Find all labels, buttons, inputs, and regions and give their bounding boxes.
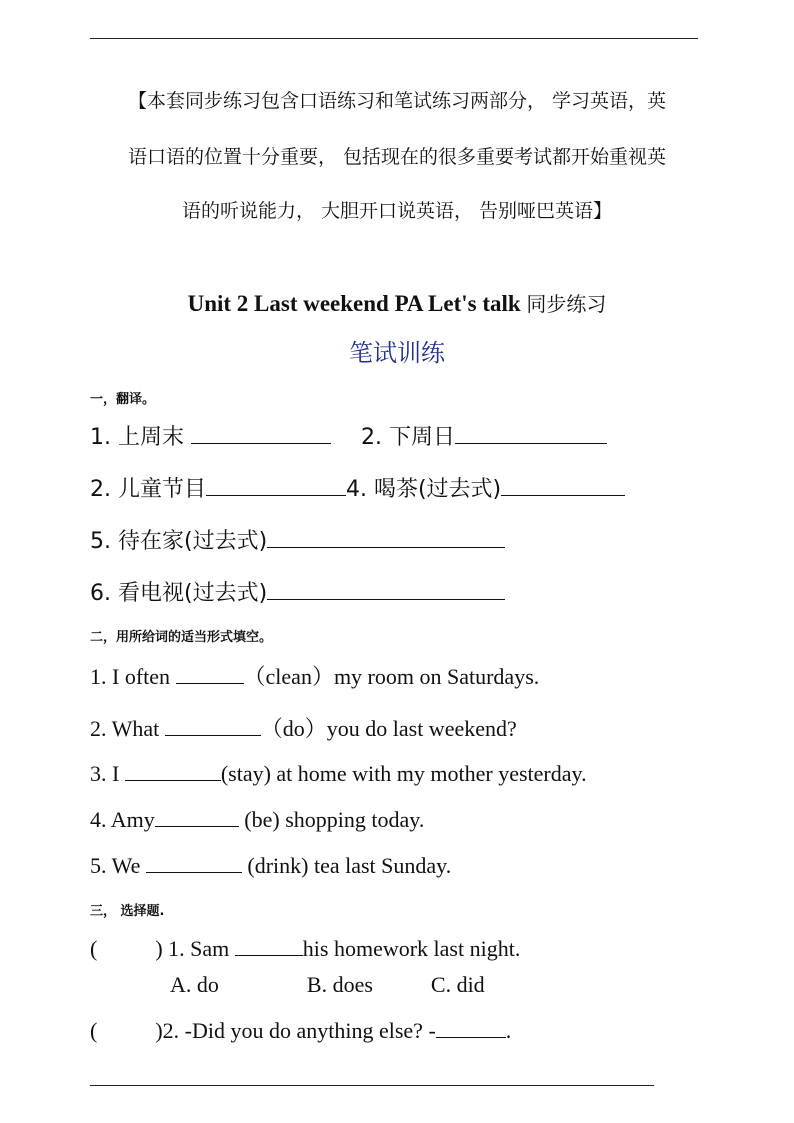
top-rule	[90, 38, 698, 39]
fill-q2-end: （do）you do last weekend?	[260, 716, 517, 741]
answer-blank[interactable]	[146, 854, 242, 873]
fill-row-5	[90, 853, 451, 879]
fill-q4-end: (be) shopping today.	[238, 807, 425, 832]
fill-row-3	[90, 761, 587, 787]
answer-blank[interactable]	[267, 581, 505, 600]
translate-q1: 1. 上周末	[90, 425, 191, 450]
choice-q1-stem: ) 1. Sam	[155, 936, 235, 961]
answer-blank[interactable]	[176, 665, 244, 684]
fill-q5-end: (drink) tea last Sunday.	[241, 853, 452, 878]
translate-row-1	[90, 420, 607, 451]
option-a[interactable]: A. do	[170, 972, 219, 997]
section-2-heading: 二，用所给词的适当形式填空。	[90, 630, 273, 645]
answer-blank[interactable]	[267, 529, 505, 548]
answer-blank[interactable]	[125, 762, 221, 781]
intro-line-2: 语口语的位置十分重要， 包括现在的很多重要考试都开始重视英	[127, 146, 667, 168]
choice-q2-stem: )2. -Did you do anything else? -	[155, 1018, 436, 1043]
translate-row-3	[90, 524, 505, 555]
fill-q5-start: 5. We	[90, 853, 146, 878]
translate-q2: 2. 下周日	[360, 425, 455, 450]
fill-q3-start: 3. I	[90, 761, 125, 786]
choice-row-1	[90, 936, 520, 962]
choice-q1-open: (	[90, 936, 98, 961]
bottom-rule	[90, 1085, 654, 1086]
answer-blank[interactable]	[191, 425, 331, 444]
fill-q3-end: (stay) at home with my mother yesterday.	[220, 761, 587, 786]
fill-q1-start: 1. I often	[90, 664, 176, 689]
fill-row-1	[90, 660, 539, 691]
answer-blank[interactable]	[455, 425, 607, 444]
answer-blank[interactable]	[165, 717, 261, 736]
choice-q1-options	[170, 972, 485, 998]
translate-q3: 2. 儿童节目	[90, 477, 206, 502]
option-c[interactable]: C. did	[430, 972, 485, 997]
fill-q4-start: 4. Amy	[90, 807, 155, 832]
title-english: Unit 2 Last weekend PA Let's talk	[187, 291, 527, 316]
translate-q4: 4. 喝茶(过去式)	[345, 477, 502, 502]
fill-row-2	[90, 712, 517, 743]
page-title	[0, 288, 794, 317]
option-b[interactable]: B. does	[306, 972, 373, 997]
section-subtitle: 笔试训练	[349, 339, 445, 367]
choice-q2-open: (	[90, 1018, 98, 1043]
intro-line-1: 【本套同步练习包含口语练习和笔试练习两部分， 学习英语，英	[127, 90, 667, 112]
fill-q2-start: 2. What	[90, 716, 165, 741]
answer-blank[interactable]	[436, 1019, 506, 1038]
answer-blank[interactable]	[155, 808, 239, 827]
fill-q1-end: （clean）my room on Saturdays.	[243, 664, 540, 689]
section-3-heading: 三， 选择题.	[90, 904, 165, 919]
translate-q5: 5. 待在家(过去式)	[90, 529, 268, 554]
answer-blank[interactable]	[235, 937, 303, 956]
section-1-heading: 一，翻译。	[90, 392, 156, 407]
choice-q2-rest: .	[505, 1018, 512, 1043]
answer-blank[interactable]	[206, 477, 346, 496]
translate-q6: 6. 看电视(过去式)	[90, 581, 268, 606]
answer-blank[interactable]	[501, 477, 625, 496]
translate-row-2	[90, 472, 625, 503]
choice-q1-rest: his homework last night.	[302, 936, 521, 961]
fill-row-4	[90, 807, 424, 833]
title-chinese: 同步练习	[526, 292, 607, 316]
translate-row-4	[90, 576, 505, 607]
choice-row-2	[90, 1018, 511, 1044]
intro-line-3: 语的听说能力， 大胆开口说英语， 告别哑巴英语】	[181, 200, 613, 222]
